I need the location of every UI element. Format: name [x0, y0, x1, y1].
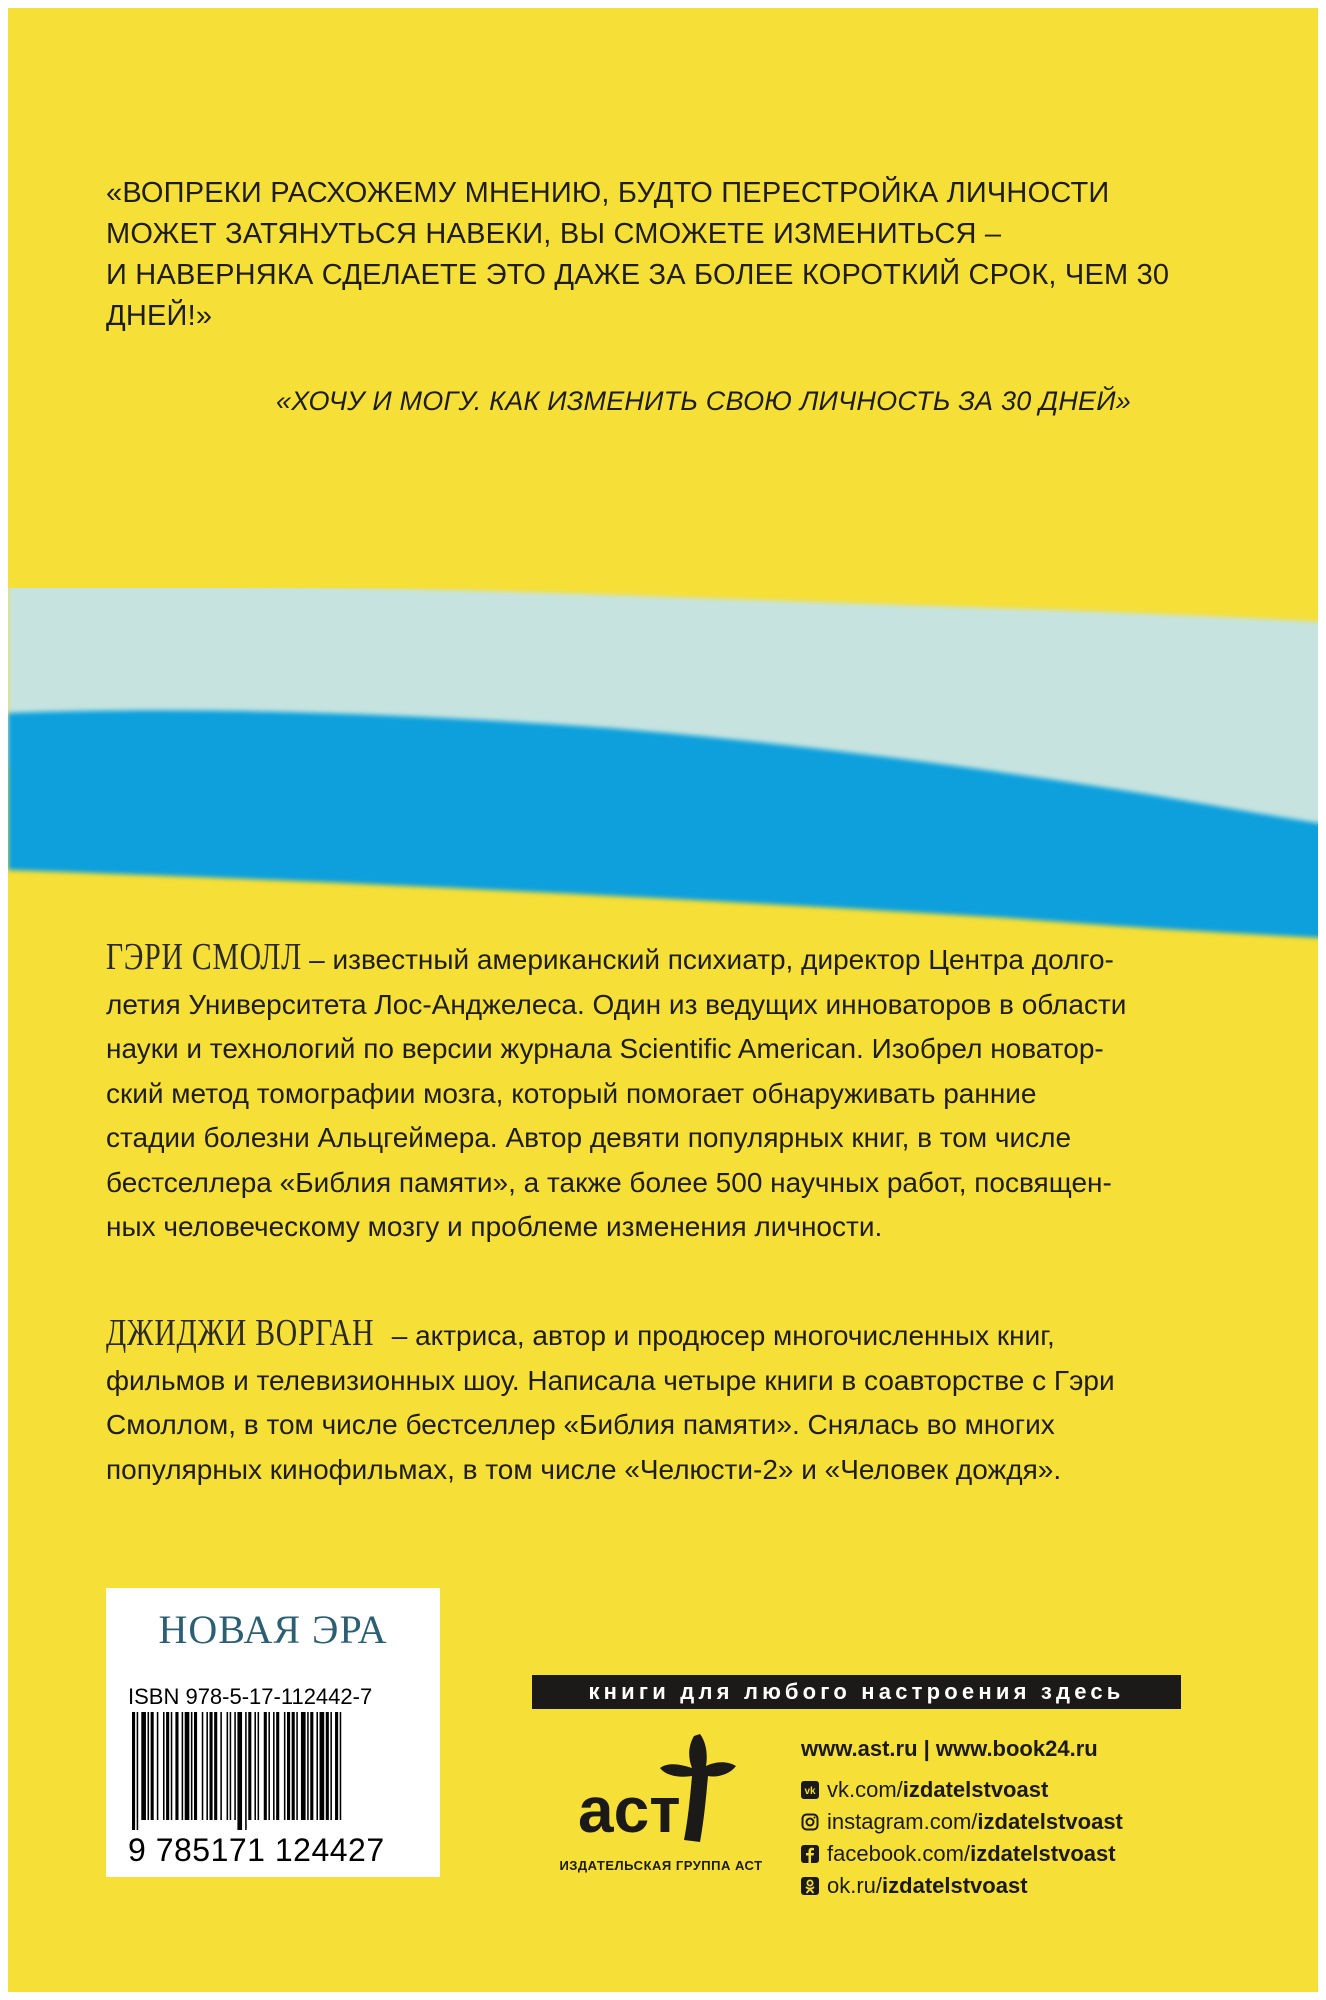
isbn-text: ISBN 978-5-17-112442-7 — [128, 1684, 373, 1709]
facebook-icon — [801, 1845, 819, 1863]
barcode-bar — [148, 1712, 150, 1820]
quote-line: И НАВЕРНЯКА СДЕЛАЕТЕ ЭТО ДАЖЕ ЗА БОЛЕЕ КОРОТКИЙ СРОК, ЧЕМ 30 — [106, 259, 1170, 291]
barcode-bar — [284, 1712, 286, 1820]
barcode-panel — [106, 1588, 440, 1877]
barcode-bar — [340, 1712, 342, 1820]
author-bio-small — [106, 935, 1206, 1250]
barcode-bar — [171, 1712, 173, 1820]
barcode-bar — [335, 1712, 338, 1820]
logo-caption: ИЗДАТЕЛЬСКАЯ ГРУППА АСТ — [559, 1858, 763, 1873]
bio-line: Смоллом, в том числе бестселлер «Библия памяти». Снялась во многих — [106, 1409, 1055, 1440]
bio-line: популярных кинофильмах, в том числе «Челюсти-2» и «Человек дождя». — [106, 1453, 1062, 1485]
bio-line: бестселлера «Библия памяти», а также более 500 научных работ, посвящен- — [106, 1166, 1112, 1198]
barcode-bar — [245, 1712, 247, 1830]
vk-icon — [801, 1781, 819, 1799]
quote-line: ДНЕЙ!» — [106, 300, 213, 332]
barcode-bar — [310, 1712, 313, 1820]
barcode-bar — [292, 1712, 295, 1820]
barcode-bar — [320, 1712, 325, 1820]
social-link-vk[interactable] — [801, 1774, 1123, 1806]
publisher-tagline: книги для любого настроения здесь — [532, 1675, 1181, 1709]
painted-stripes — [8, 588, 1318, 948]
quote-line: МОЖЕТ ЗАТЯНУТЬСЯ НАВЕКИ, ВЫ СМОЖЕТЕ ИЗМЕНИТЬСЯ – — [106, 218, 1002, 250]
cover-quote — [106, 173, 1170, 337]
barcode-bar — [258, 1712, 260, 1820]
barcode-bar — [234, 1712, 236, 1820]
series-title: НОВАЯ ЭРА — [158, 1607, 388, 1652]
barcode-bar — [194, 1712, 197, 1820]
ast-logo — [576, 1728, 746, 1858]
barcode-bar — [141, 1712, 146, 1820]
barcode-bar — [210, 1712, 213, 1820]
publisher-websites[interactable]: www.ast.ru | www.book24.ru — [801, 1736, 1098, 1761]
barcode-bar — [264, 1712, 267, 1820]
back-cover — [8, 8, 1318, 1992]
svg-text:vk: vk — [804, 1786, 816, 1797]
barcode-bar — [296, 1712, 298, 1820]
bio-line: летия Университета Лос-Анджелеса. Один из ведущих инноваторов в области — [106, 988, 1127, 1020]
barcode-bar — [157, 1712, 159, 1820]
barcode-bar — [214, 1712, 217, 1820]
barcode-bar — [316, 1712, 318, 1820]
social-domain: instagram.com/ — [827, 1809, 978, 1834]
barcode-bar — [185, 1712, 190, 1820]
social-link-ok[interactable] — [801, 1870, 1123, 1902]
barcode-bar — [276, 1712, 279, 1820]
barcode-bar — [132, 1712, 135, 1830]
social-domain: vk.com/ — [827, 1777, 903, 1802]
author-name: ДЖИДЖИ ВОРГАН — [106, 1312, 375, 1354]
instagram-icon — [801, 1813, 819, 1831]
barcode-bar — [182, 1712, 184, 1820]
logo-text: аст — [578, 1774, 681, 1846]
quote-source: «ХОЧУ И МОГУ. КАК ИЗМЕНИТЬ СВОЮ ЛИЧНОСТЬ ЗА 30 ДНЕЙ» — [276, 386, 1131, 416]
social-handle: izdatelstvoast — [977, 1809, 1123, 1834]
barcode-bar — [202, 1712, 204, 1820]
social-domain: facebook.com/ — [827, 1841, 971, 1866]
social-link-instagram[interactable] — [801, 1806, 1123, 1838]
barcode-bar — [326, 1712, 329, 1820]
barcode-bar — [254, 1712, 256, 1820]
social-link-facebook[interactable] — [801, 1838, 1123, 1870]
barcode-digits: 9 785171 124427 — [128, 1832, 385, 1868]
barcode-bar — [151, 1712, 154, 1820]
quote-line: «ВОПРЕКИ РАСХОЖЕМУ МНЕНИЮ, БУДТО ПЕРЕСТРОЙКА ЛИЧНОСТИ — [106, 177, 1110, 209]
bio-line: ных человеческому мозгу и проблеме изменения личности. — [106, 1211, 883, 1242]
author-name: ГЭРИ СМОЛЛ — [106, 936, 303, 978]
barcode-bar — [307, 1712, 309, 1820]
bio-line: ский метод томографии мозга, который помогает обнаруживать ранние — [106, 1077, 1037, 1109]
barcode-bar — [175, 1712, 178, 1820]
barcode-bar — [230, 1712, 232, 1820]
barcode-bar — [287, 1712, 290, 1820]
social-handle: izdatelstvoast — [970, 1841, 1116, 1866]
barcode-bar — [220, 1712, 222, 1820]
bio-text: – актриса, автор и продюсер многочисленных книг, — [383, 1320, 1055, 1351]
barcode-bar — [268, 1712, 270, 1820]
barcode-bar — [248, 1712, 251, 1820]
barcode-bar — [330, 1712, 332, 1820]
author-bio-vorgan — [106, 1311, 1206, 1492]
barcode-bar — [166, 1712, 169, 1820]
barcode-bar — [191, 1712, 193, 1820]
barcode-bar — [163, 1712, 165, 1820]
bio-line: стадии болезни Альцгеймера. Автор девяти популярных книг, в том числе — [106, 1122, 1072, 1153]
odnoklassniki-icon — [801, 1877, 819, 1895]
bio-line: науки и технологий по версии журнала Scientific American. Изобрел новатор- — [106, 1033, 1104, 1064]
barcode-bar — [273, 1712, 275, 1820]
social-links — [801, 1774, 1123, 1902]
social-handle: izdatelstvoast — [882, 1873, 1028, 1898]
bio-text: – известный американский психиатр, директор Центра долго- — [301, 944, 1114, 975]
barcode-bar — [227, 1712, 229, 1820]
social-domain: ok.ru/ — [827, 1873, 883, 1898]
barcode — [128, 1712, 418, 1830]
social-handle: izdatelstvoast — [902, 1777, 1049, 1802]
barcode-bar — [301, 1712, 306, 1820]
bio-line: фильмов и телевизионных шоу. Написала четыре книги в соавторстве с Гэри — [106, 1364, 1115, 1396]
barcode-bar — [206, 1712, 208, 1820]
barcode-bar — [137, 1712, 139, 1830]
barcode-bar — [237, 1712, 242, 1830]
